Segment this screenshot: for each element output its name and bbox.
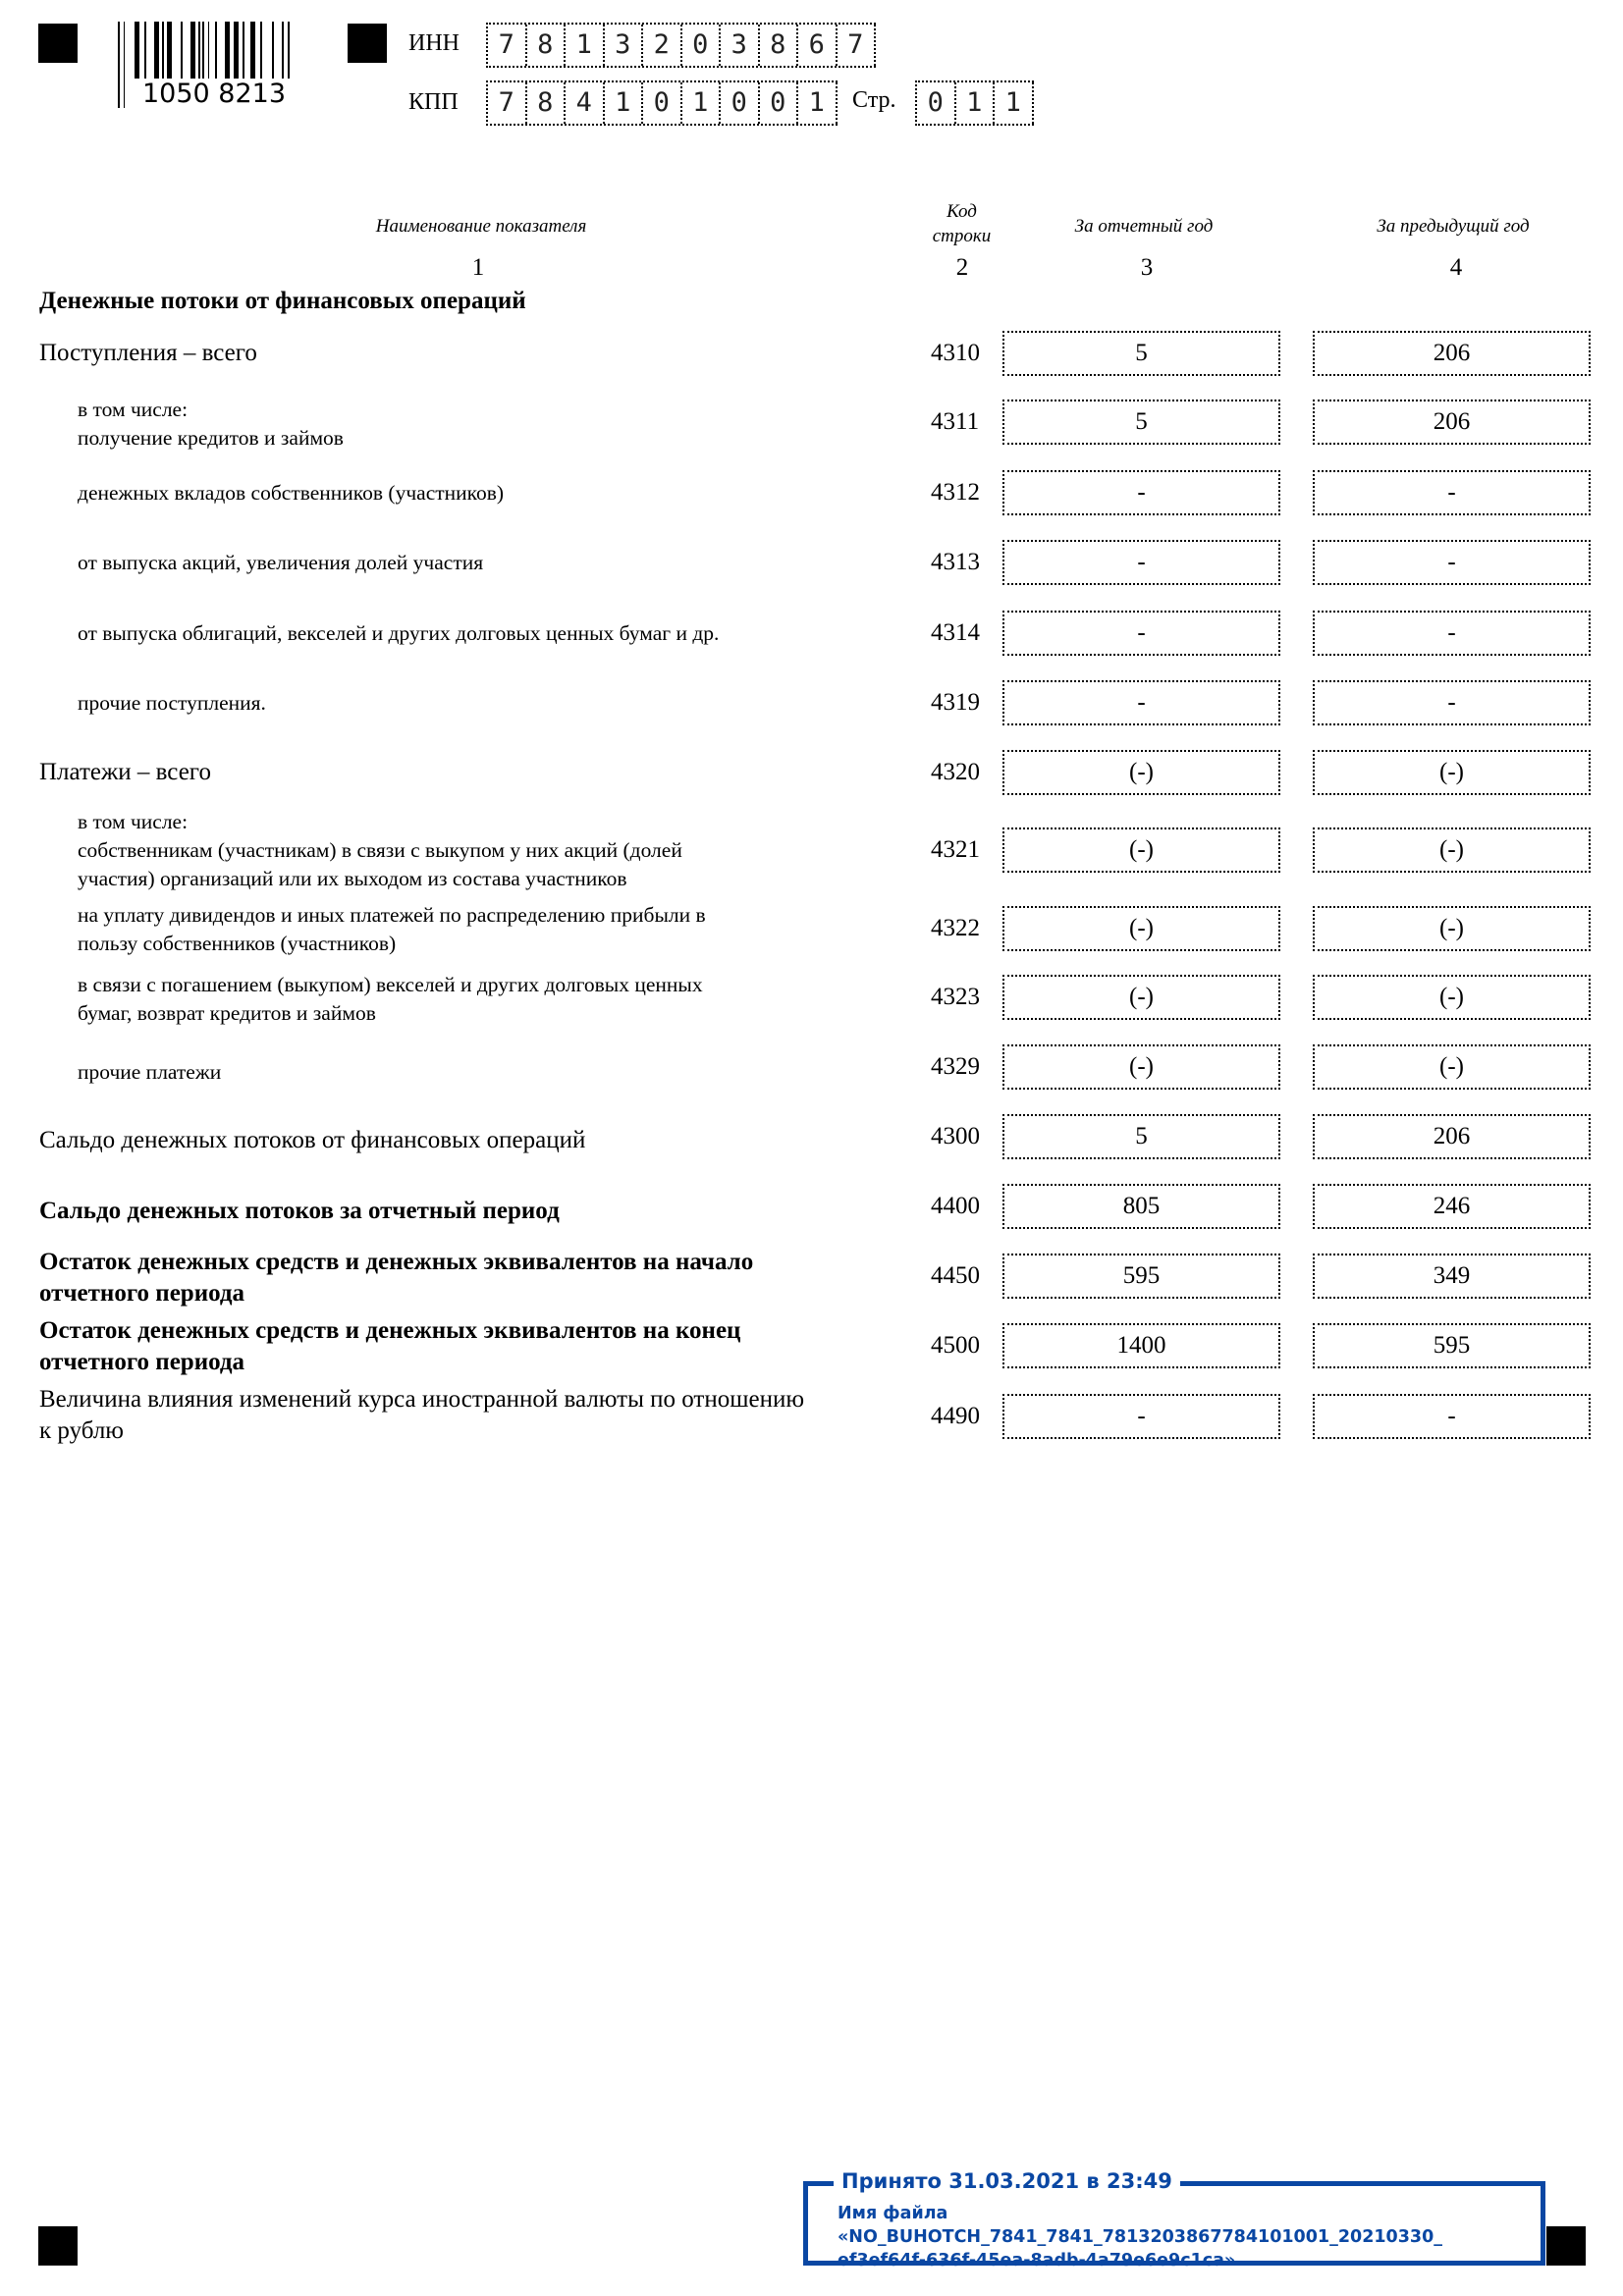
value-current-4323: (-) (1002, 975, 1280, 1020)
row-label-4490-line2: к рублю (39, 1417, 124, 1444)
value-previous-4490: - (1313, 1394, 1591, 1439)
value-previous-4313: - (1313, 540, 1591, 585)
value-previous-4322: (-) (1313, 906, 1591, 951)
row-label-4490-line1: Величина влияния изменений курса иностранной валюты по отношению (39, 1386, 805, 1413)
stamp-file-line2: ef3ef64f-636f-45ea-8adb-4a79e6e9c1ca» (838, 2251, 1236, 2270)
row-code-4310: 4310 (931, 340, 980, 366)
inn-digit: 8 (760, 25, 799, 66)
value-previous-4311: 206 (1313, 400, 1591, 445)
value-current-4320: (-) (1002, 750, 1280, 795)
row-label-4320: Платежи – всего (39, 759, 211, 785)
value-previous-4400: 246 (1313, 1184, 1591, 1229)
row-code-4320: 4320 (931, 759, 980, 785)
row-code-4450: 4450 (931, 1262, 980, 1289)
row-code-4323: 4323 (931, 984, 980, 1010)
inn-label: ИНН (408, 30, 460, 56)
row-label-4310: Поступления – всего (39, 340, 257, 366)
inn-digit: 2 (643, 25, 682, 66)
corner-marker-bottom-left (38, 2226, 78, 2266)
kpp-digit: 4 (566, 82, 605, 124)
column-header-code-line1: Код (947, 201, 977, 222)
value-previous-4319: - (1313, 680, 1591, 725)
row-label-4450-line2: отчетного периода (39, 1280, 245, 1307)
inn-digit: 3 (721, 25, 760, 66)
row-label-4313: от выпуска акций, увеличения долей участия (78, 551, 484, 574)
row-label-4322-line2: пользу собственников (участников) (78, 932, 397, 955)
value-current-4314: - (1002, 611, 1280, 656)
row-label-4321-line1: собственникам (участникам) в связи с выкупом у них акций (долей (78, 838, 682, 862)
value-current-4300: 5 (1002, 1114, 1280, 1159)
value-previous-4321: (-) (1313, 828, 1591, 873)
value-current-4322: (-) (1002, 906, 1280, 951)
value-previous-4310: 206 (1313, 331, 1591, 376)
value-previous-4329: (-) (1313, 1044, 1591, 1090)
row-code-4400: 4400 (931, 1193, 980, 1219)
row-code-4300: 4300 (931, 1123, 980, 1149)
stamp-accepted-text: Принято 31.03.2021 в 23:49 (834, 2166, 1180, 2196)
value-previous-4450: 349 (1313, 1254, 1591, 1299)
stamp-file-name (838, 2202, 1525, 2272)
value-current-4319: - (1002, 680, 1280, 725)
value-previous-4323: (-) (1313, 975, 1591, 1020)
row-code-4314: 4314 (931, 619, 980, 646)
kpp-digit: 0 (721, 82, 760, 124)
value-current-4310: 5 (1002, 331, 1280, 376)
page-label: Стр. (852, 87, 896, 113)
row-label-4314: от выпуска облигаций, векселей и других долговых ценных бумаг и др. (78, 621, 720, 645)
row-label-4319: прочие поступления. (78, 691, 266, 715)
row-label-4300: Сальдо денежных потоков от финансовых операций (39, 1127, 586, 1153)
value-previous-4500: 595 (1313, 1323, 1591, 1368)
row-label-4500-line2: отчетного периода (39, 1349, 245, 1375)
column-number-4: 4 (1449, 254, 1463, 281)
value-current-4312: - (1002, 470, 1280, 515)
row-label-4312: денежных вкладов собственников (участников) (78, 481, 505, 505)
row-code-4311: 4311 (931, 408, 980, 435)
value-current-4490: - (1002, 1394, 1280, 1439)
inn-digit: 3 (605, 25, 644, 66)
value-current-4311: 5 (1002, 400, 1280, 445)
page-number-field (915, 80, 1034, 126)
page-digit: 1 (995, 82, 1034, 124)
value-previous-4320: (-) (1313, 750, 1591, 795)
row-label-4450-line1: Остаток денежных средств и денежных эквивалентов на начало (39, 1249, 754, 1275)
value-current-4450: 595 (1002, 1254, 1280, 1299)
row-label-4322-line1: на уплату дивидендов и иных платежей по распределению прибыли в (78, 903, 706, 927)
row-label-4500-line1: Остаток денежных средств и денежных эквивалентов на конец (39, 1317, 741, 1344)
corner-marker-bottom-right (1546, 2226, 1586, 2266)
value-previous-4314: - (1313, 611, 1591, 656)
barcode (118, 22, 306, 108)
row-label-4400: Сальдо денежных потоков за отчетный период (39, 1198, 560, 1224)
inn-digit: 6 (798, 25, 838, 66)
row-label-4311: получение кредитов и займов (78, 426, 344, 450)
column-header-code-line2: строки (932, 226, 992, 246)
value-previous-4312: - (1313, 470, 1591, 515)
kpp-digit: 1 (798, 82, 838, 124)
kpp-digit: 7 (488, 82, 527, 124)
stamp-file-line1: Имя файла «NO_BUHOTCH_7841_7841_7813203867784101001_20210330_ (838, 2204, 1443, 2247)
acceptance-stamp (803, 2169, 1545, 2270)
column-number-2: 2 (955, 254, 969, 281)
section-heading: Денежные потоки от финансовых операций (39, 288, 526, 314)
row-label-4323-line1: в связи с погашением (выкупом) векселей и других долговых ценных (78, 973, 703, 996)
column-number-3: 3 (1140, 254, 1154, 281)
corner-marker-top-center (348, 24, 387, 63)
row-code-4500: 4500 (931, 1332, 980, 1359)
page-digit: 1 (956, 82, 996, 124)
row-label-prefix-4321: в том числе: (78, 810, 189, 833)
row-code-4322: 4322 (931, 915, 980, 941)
kpp-label: КПП (408, 89, 459, 115)
column-number-1: 1 (471, 254, 485, 281)
value-current-4321: (-) (1002, 828, 1280, 873)
inn-digit: 1 (566, 25, 605, 66)
inn-digit: 7 (488, 25, 527, 66)
row-label-prefix-4311: в том числе: (78, 398, 189, 421)
barcode-number: 1050 8213 (132, 79, 297, 110)
kpp-field (486, 80, 838, 126)
column-header-name: Наименование показателя (375, 216, 587, 237)
row-code-4313: 4313 (931, 549, 980, 575)
kpp-digit: 1 (605, 82, 644, 124)
kpp-digit: 0 (760, 82, 799, 124)
value-current-4329: (-) (1002, 1044, 1280, 1090)
page-digit: 0 (917, 82, 956, 124)
value-current-4500: 1400 (1002, 1323, 1280, 1368)
row-label-4321-line2: участия) организаций или их выходом из состава участников (78, 867, 627, 890)
row-label-4329: прочие платежи (78, 1060, 222, 1084)
corner-marker-top-left (38, 24, 78, 63)
column-header-current-year: За отчетный год (1074, 216, 1214, 237)
kpp-digit: 0 (643, 82, 682, 124)
column-header-previous-year: За предыдущий год (1377, 216, 1530, 237)
row-code-4329: 4329 (931, 1053, 980, 1080)
value-current-4400: 805 (1002, 1184, 1280, 1229)
inn-digit: 7 (838, 25, 877, 66)
kpp-digit: 8 (527, 82, 567, 124)
row-code-4319: 4319 (931, 689, 980, 716)
inn-field (486, 23, 876, 68)
row-code-4312: 4312 (931, 479, 980, 506)
inn-digit: 0 (682, 25, 722, 66)
inn-digit: 8 (527, 25, 567, 66)
kpp-digit: 1 (682, 82, 722, 124)
row-code-4490: 4490 (931, 1403, 980, 1429)
row-label-4323-line2: бумаг, возврат кредитов и займов (78, 1001, 376, 1025)
value-previous-4300: 206 (1313, 1114, 1591, 1159)
value-current-4313: - (1002, 540, 1280, 585)
row-code-4321: 4321 (931, 836, 980, 863)
